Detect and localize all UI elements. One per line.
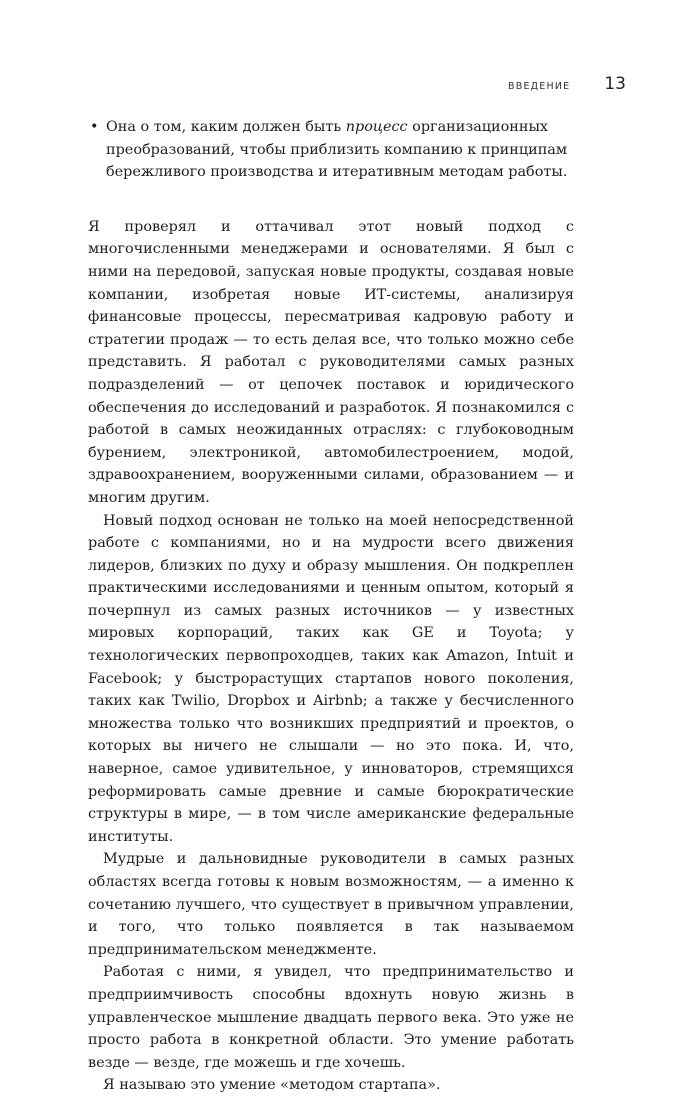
bullet-marker: • [90,119,99,135]
paragraph-4: Работая с ними, я увидел, что предпринимательство и предприимчивость способны вдохнуть новую жизнь в управленческое мышление двадцать первого века. Это уже не просто работа в конкретной области. Это умение работать везде — везде, где можешь и где хочешь. [88,964,574,1071]
bullet-text-end: организационных преобразований, чтобы приблизить компанию к принципам бережливого производства и итеративным методам работы. [106,119,568,181]
bullet-text-start: Она о том, каким должен быть [106,119,346,135]
paragraph-5: Я называю это умение «методом стартапа». [103,1077,441,1094]
running-header [508,74,626,94]
page-number: 13 [604,74,626,94]
section-title: ВВЕДЕНИЕ [508,81,571,92]
paragraph-2: Новый подход основан не только на моей непосредственной работе с компаниями, но и на мудрости всего движения лидеров, близких по духу и образу мышления. Он подкреплен практическими исследованиями и ценным опытом, который я почерпнул из самых разных источников — у известных мировых корпораций, таких как GE и Toyota; у технологических первопроходцев, таких как Amazon, Intuit и Facebook; у быстрорастущих стартапов нового поколения, таких как Twilio, Dropbox и Airbnb; а также у бесчисленного множества только что возникших предприятий и проектов, о которых вы ничего не слышали — но это пока. И, что, наверное, самое удивительное, у инноваторов, стремящихся реформировать самые древние и самые бюрократические структуры в мире, — в том числе американские федеральные институты. [88,512,574,845]
bullet-emphasis: процесс [345,119,408,135]
paragraph-3: Мудрые и дальновидные руководители в самых разных областях всегда готовы к новым возможностям, — а именно к сочетанию лучшего, что существует в привычном управлении, и того, что только появляется в так называемом предпринимательском менеджменте. [88,851,574,958]
paragraph-1: Я проверял и оттачивал этот новый подход с многочисленными менеджерами и основателями. Я был с ними на передовой, запуская новые продукты, создавая новые компании, изобретая новые ИТ-системы, анализируя финансовые процессы, пересматривая кадровую работу и стратегии продаж — то есть делая все, что только можно себе представить. Я работал с руководителями самых разных подразделений — от цепочек поставок и юридического обеспечения до исследований и разработок. Я познакомился с работой в самых неожиданных отраслях: с глубоководным бурением, электроникой, автомобилестроением, модой, здравоохранением, вооруженными силами, образованием — и многим другим. [88,218,574,506]
bullet-item [88,116,574,184]
body-text [88,116,574,1097]
